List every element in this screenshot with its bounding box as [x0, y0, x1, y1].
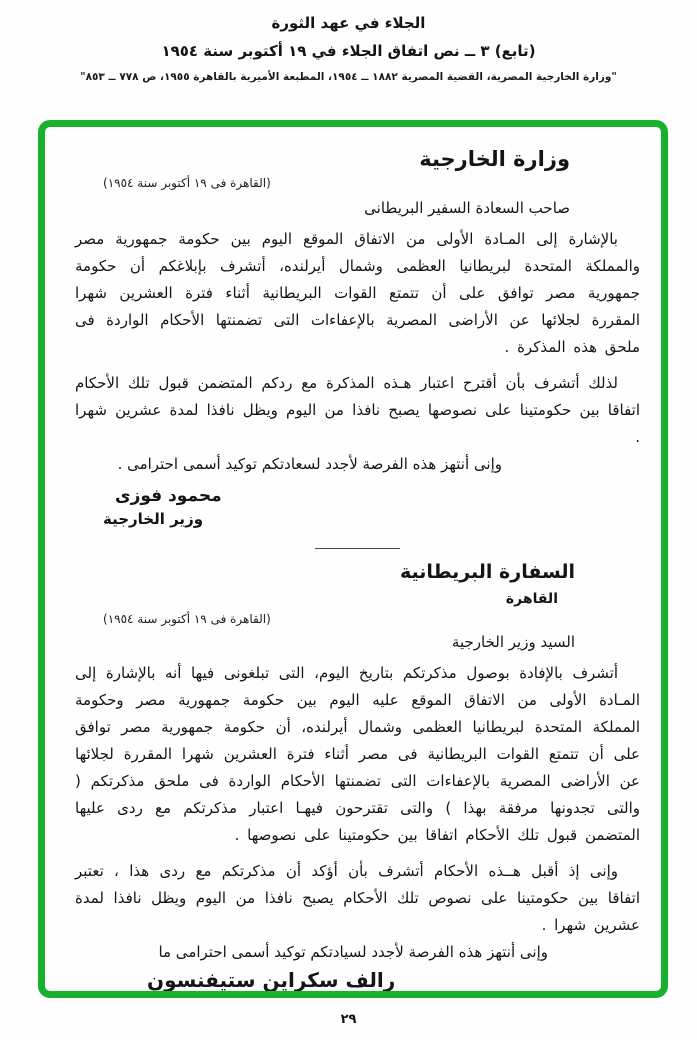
letter2-salutation: السيد وزير الخارجية: [451, 633, 575, 651]
letter2-closing: وإنى أنتهز هذه الفرصة لأجدد لسيادتكم توكيد أسمى احترامى ما: [158, 943, 548, 961]
letter2-paragraph-1: أتشرف بالإفادة بوصول مذكرتكم بتاريخ اليوم، التى تبلغونى فيها أنه بالإشارة إلى المـادة الأولى من الاتفاق الموقع عليه اليوم بين حكومة جمهورية مصر وحكومة المملكة المتحدة لبريطانيا العظمى وشمال أيرلنده، أن حكومة جمهورية مصر توافق على أن تتمتع القوات البريطانية فى مصر أثناء فترة العشرين شهرا المقررة لجلائها عن الأراضى المصرية بالإعفاءات التى تضمنتها الأحكام الواردة فى ملحق مذكرتكم ( والتى تجدونها مرفقة بهذا ) والتى تقترحون فيهـا اعتبار مذكرتكم مع ردى عليها المتضمن قبول تلك الأحكام اتفاقا بين حكومتينا على نصوصها .: [75, 664, 640, 844]
letter2-signature-name: رالف سكراين ستيفنسون: [147, 968, 396, 992]
letter1-date: (القاهرة فى ١٩ أكتوبر سنة ١٩٥٤): [103, 176, 271, 190]
book-subtitle: (تابع) ٣ ــ نص اتفاق الجلاء في ١٩ أكتوبر سنة ١٩٥٤: [161, 42, 536, 60]
letter2-city: القاهرة: [505, 591, 558, 607]
letter2-heading: السفارة البريطانية: [400, 561, 575, 583]
letter1-salutation: صاحب السعادة السفير البريطانى: [364, 199, 570, 217]
letter2-paragraph-2: وإنى إذ أقبل هــذه الأحكام أتشرف بأن أؤكد أن مذكرتكم مع ردى هذا ، تعتبر اتفاقا بين حكومتينا على نصوص تلك الأحكام يصبح نافذا من اليوم ويظل نافذا لمدة عشرين شهرا .: [75, 862, 640, 934]
section-divider: [315, 548, 400, 549]
letter-2: [75, 561, 640, 992]
letter2-date: (القاهرة فى ١٩ أكتوبر سنة ١٩٥٤): [103, 612, 271, 626]
letter-1: [75, 147, 640, 528]
letter1-paragraph-2: لذلك أتشرف بأن أقترح اعتبار هـذه المذكرة مع ردكم المتضمن قبول تلك الأحكام اتفاقا بين حكومتينا على نصوصها يصبح نافذا من اليوم ويظل نافذا لمدة عشرين شهرا .: [75, 374, 640, 446]
letter1-signature-title: وزير الخارجية: [103, 510, 204, 528]
book-source-citation: "وزارة الخارجية المصرية، القضية المصرية ١٨٨٢ ــ ١٩٥٤، المطبعة الأميرية بالقاهرة ١٩٥٥، ص ٧٧٨ ــ ٨٥٣": [80, 71, 617, 83]
letter1-paragraph-1: بالإشارة إلى المـادة الأولى من الاتفاق الموقع اليوم بين حكومة جمهورية مصر والمملكة المتحدة لبريطانيا العظمى وشمال أيرلنده، أتشرف بإبلاغكم أن حكومة جمهورية مصر توافق على أن تتمتع القوات البريطانية أثناء فترة العشرين شهرا المقررة لجلائها عن الأراضى المصرية بالإعفاءات التى تضمنتها الأحكام الواردة فى ملحق هذه المذكرة .: [75, 230, 640, 356]
letter1-signature-name: محمود فوزى: [115, 486, 222, 506]
document-frame: [38, 120, 668, 998]
letter1-closing: وإنى أنتهز هذه الفرصة لأجدد لسعادتكم توكيد أسمى احترامى .: [117, 455, 502, 473]
book-title: الجلاء في عهد الثورة: [271, 14, 426, 32]
book-header: [0, 0, 697, 83]
page-number: ٢٩: [340, 1012, 357, 1027]
letter1-heading: وزارة الخارجية: [419, 147, 570, 171]
